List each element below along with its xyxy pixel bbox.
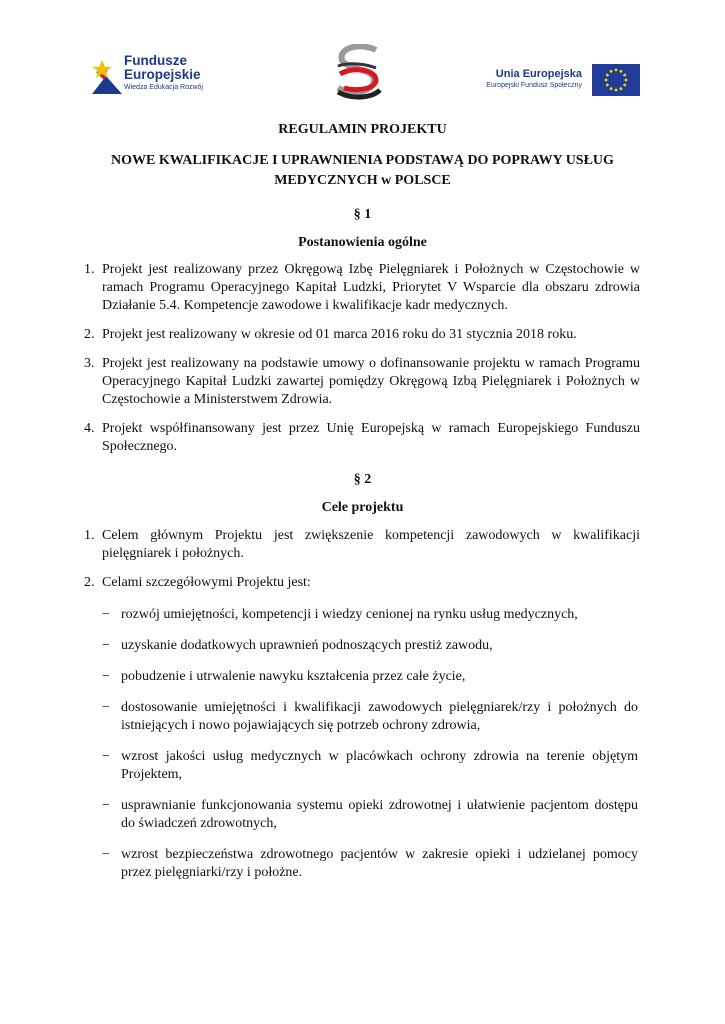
dash-bullet: − — [102, 638, 110, 653]
objectives-list — [102, 606, 638, 895]
dash-bullet: − — [102, 607, 110, 622]
bullet-text: usprawnianie funkcjonowania systemu opieki zdrowotnej i ułatwienie pacjentom dostępu do świadczeń zdrowotnych, — [121, 798, 638, 831]
fe-logo-line3: Wiedza Edukacja Rozwój — [124, 84, 203, 91]
list-item — [84, 420, 640, 456]
section-1-heading: Postanowienia ogólne — [298, 235, 427, 250]
nursing-chamber-logo — [330, 44, 386, 102]
list-number: 1. — [84, 528, 95, 543]
section-1-list — [84, 261, 640, 467]
fundusze-europejskie-logo — [92, 50, 222, 98]
bullet-item — [102, 637, 638, 655]
unia-europejska-logo — [486, 64, 640, 96]
list-number: 4. — [84, 421, 95, 436]
list-text: Celem głównym Projektu jest zwiększenie kompetencji zawodowych w kwalifikacji pielęgniarek i położnych. — [102, 528, 640, 561]
ue-logo-line2: Europejski Fundusz Społeczny — [486, 82, 582, 89]
bullet-item — [102, 668, 638, 686]
bullet-text: rozwój umiejętności, kompetencji i wiedzy cenionej na rynku usług medycznych, — [121, 607, 578, 622]
list-item — [84, 355, 640, 409]
fe-logo-line1: Fundusze — [124, 53, 187, 68]
fe-star-icon — [92, 54, 122, 94]
dash-bullet: − — [102, 847, 110, 862]
dash-bullet: − — [102, 798, 110, 813]
bullet-item — [102, 606, 638, 624]
bullet-item — [102, 699, 638, 735]
section-2-heading: Cele projektu — [321, 500, 404, 515]
bullet-text: wzrost bezpieczeństwa zdrowotnego pacjentów w zakresie opieki i udzielanej pomocy przez pielęgniarki/rzy i położne. — [121, 847, 638, 880]
s-emblem-icon — [330, 44, 386, 102]
ue-logo-line1: Unia Europejska — [495, 68, 582, 80]
list-text: Projekt jest realizowany w okresie od 01 marca 2016 roku do 31 stycznia 2018 roku. — [102, 327, 577, 342]
list-item — [84, 326, 640, 344]
bullet-text: uzyskanie dodatkowych uprawnień podnoszących prestiż zawodu, — [121, 638, 493, 653]
bullet-text: pobudzenie i utrwalenie nawyku kształcenia przez całe życie, — [121, 669, 466, 684]
project-title-line1: NOWE KWALIFIKACJE I UPRAWNIENIA PODSTAWĄ DO POPRAWY USŁUG — [111, 153, 614, 168]
bullet-item — [102, 797, 638, 833]
eu-flag-icon — [592, 64, 640, 96]
list-item — [84, 527, 640, 563]
project-title — [60, 151, 665, 191]
list-text: Projekt współfinansowany jest przez Unię Europejską w ramach Europejskiego Funduszu Społecznego. — [102, 421, 640, 454]
dash-bullet: − — [102, 700, 110, 715]
list-number: 3. — [84, 356, 95, 371]
list-number: 1. — [84, 262, 95, 277]
list-text: Projekt jest realizowany na podstawie umowy o dofinansowanie projektu w ramach Programu Operacyjnego Kapitał Ludzki zawartej pomiędzy Okręgową Izbą Pielęgniarek i Położnych w Częstochowie a Ministerstwem Zdrowia. — [102, 356, 640, 407]
bullet-text: dostosowanie umiejętności i kwalifikacji zawodowych pielęgniarek/rzy i położnych do istniejących i nowo pojawiających się potrzeb ochrony zdrowia, — [121, 700, 638, 733]
bullet-item — [102, 748, 638, 784]
section-2-number: § 2 — [353, 472, 372, 487]
list-number: 2. — [84, 575, 95, 590]
section-2-list — [84, 527, 640, 603]
dash-bullet: − — [102, 669, 110, 684]
project-title-line2: MEDYCZNYCH w POLSCE — [274, 173, 451, 188]
document-title: REGULAMIN PROJEKTU — [278, 122, 447, 137]
list-text: Projekt jest realizowany przez Okręgową Izbę Pielęgniarek i Położnych w Częstochowie w ramach Programu Operacyjnego Kapitał Ludzki, Priorytet V Wsparcie dla obszaru zdrowia Działanie 5.4. Kompetencje zawodowe i kwalifikacje kadr medycznych. — [102, 262, 640, 313]
section-1-number: § 1 — [353, 207, 372, 222]
list-text: Celami szczegółowymi Projektu jest: — [102, 575, 311, 590]
fe-logo-line2: Europejskie — [124, 67, 201, 82]
list-item — [84, 261, 640, 315]
list-item — [84, 574, 640, 592]
list-number: 2. — [84, 327, 95, 342]
dash-bullet: − — [102, 749, 110, 764]
bullet-item — [102, 846, 638, 882]
bullet-text: wzrost jakości usług medycznych w placówkach ochrony zdrowia na terenie objętym Projektem, — [121, 749, 638, 782]
